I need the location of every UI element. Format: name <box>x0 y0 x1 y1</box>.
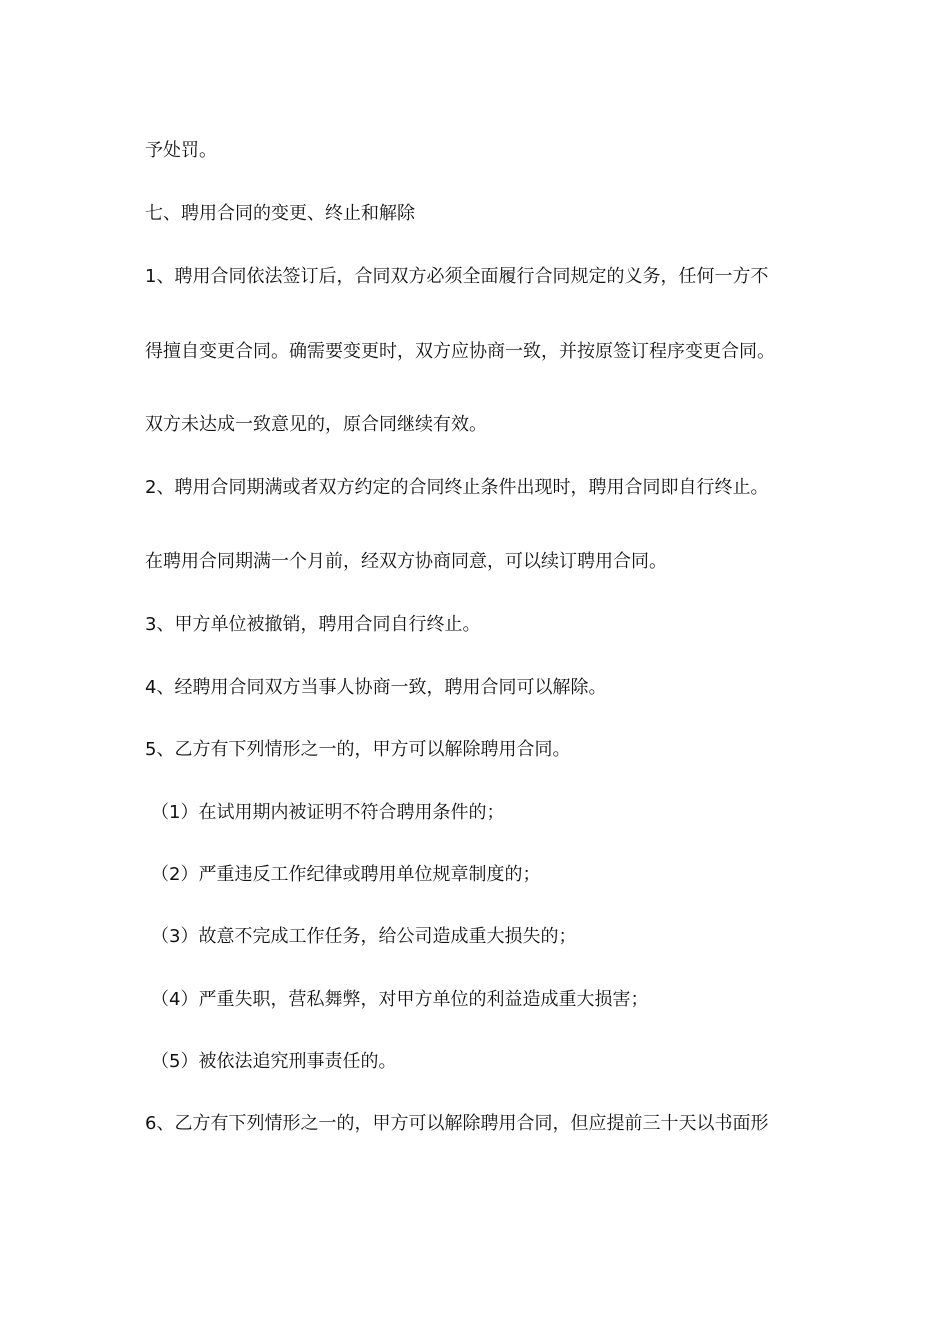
clause-3: 3、甲方单位被撤销，聘用合同自行终止。 <box>145 614 481 635</box>
clause-5-item-5: （5）被依法追究刑事责任的。 <box>151 1051 397 1072</box>
text-line-1: 予处罚。 <box>145 140 217 161</box>
clause-1-line-2: 得擅自变更合同。确需要变更时，双方应协商一致，并按原签订程序变更合同。 <box>145 341 775 362</box>
clause-2-line-2: 在聘用合同期满一个月前，经双方协商同意，可以续订聘用合同。 <box>145 551 667 572</box>
clause-6-line-1: 6、乙方有下列情形之一的，甲方可以解除聘用合同，但应提前三十天以书面形 <box>145 1113 769 1134</box>
section-heading-7: 七、聘用合同的变更、终止和解除 <box>145 203 415 224</box>
clause-1-line-3: 双方未达成一致意见的，原合同继续有效。 <box>145 414 487 435</box>
clause-5: 5、乙方有下列情形之一的，甲方可以解除聘用合同。 <box>145 739 571 760</box>
clause-2-line-1: 2、聘用合同期满或者双方约定的合同终止条件出现时，聘用合同即自行终止。 <box>145 477 769 498</box>
clause-5-item-1: （1）在试用期内被证明不符合聘用条件的； <box>151 802 505 823</box>
clause-1-line-1: 1、聘用合同依法签订后，合同双方必须全面履行合同规定的义务，任何一方不 <box>145 266 769 287</box>
clause-5-item-2: （2）严重违反工作纪律或聘用单位规章制度的； <box>151 864 541 885</box>
clause-5-item-4: （4）严重失职，营私舞弊，对甲方单位的利益造成重大损害； <box>151 989 649 1010</box>
clause-5-item-3: （3）故意不完成工作任务，给公司造成重大损失的； <box>151 926 577 947</box>
clause-4: 4、经聘用合同双方当事人协商一致，聘用合同可以解除。 <box>145 677 607 698</box>
